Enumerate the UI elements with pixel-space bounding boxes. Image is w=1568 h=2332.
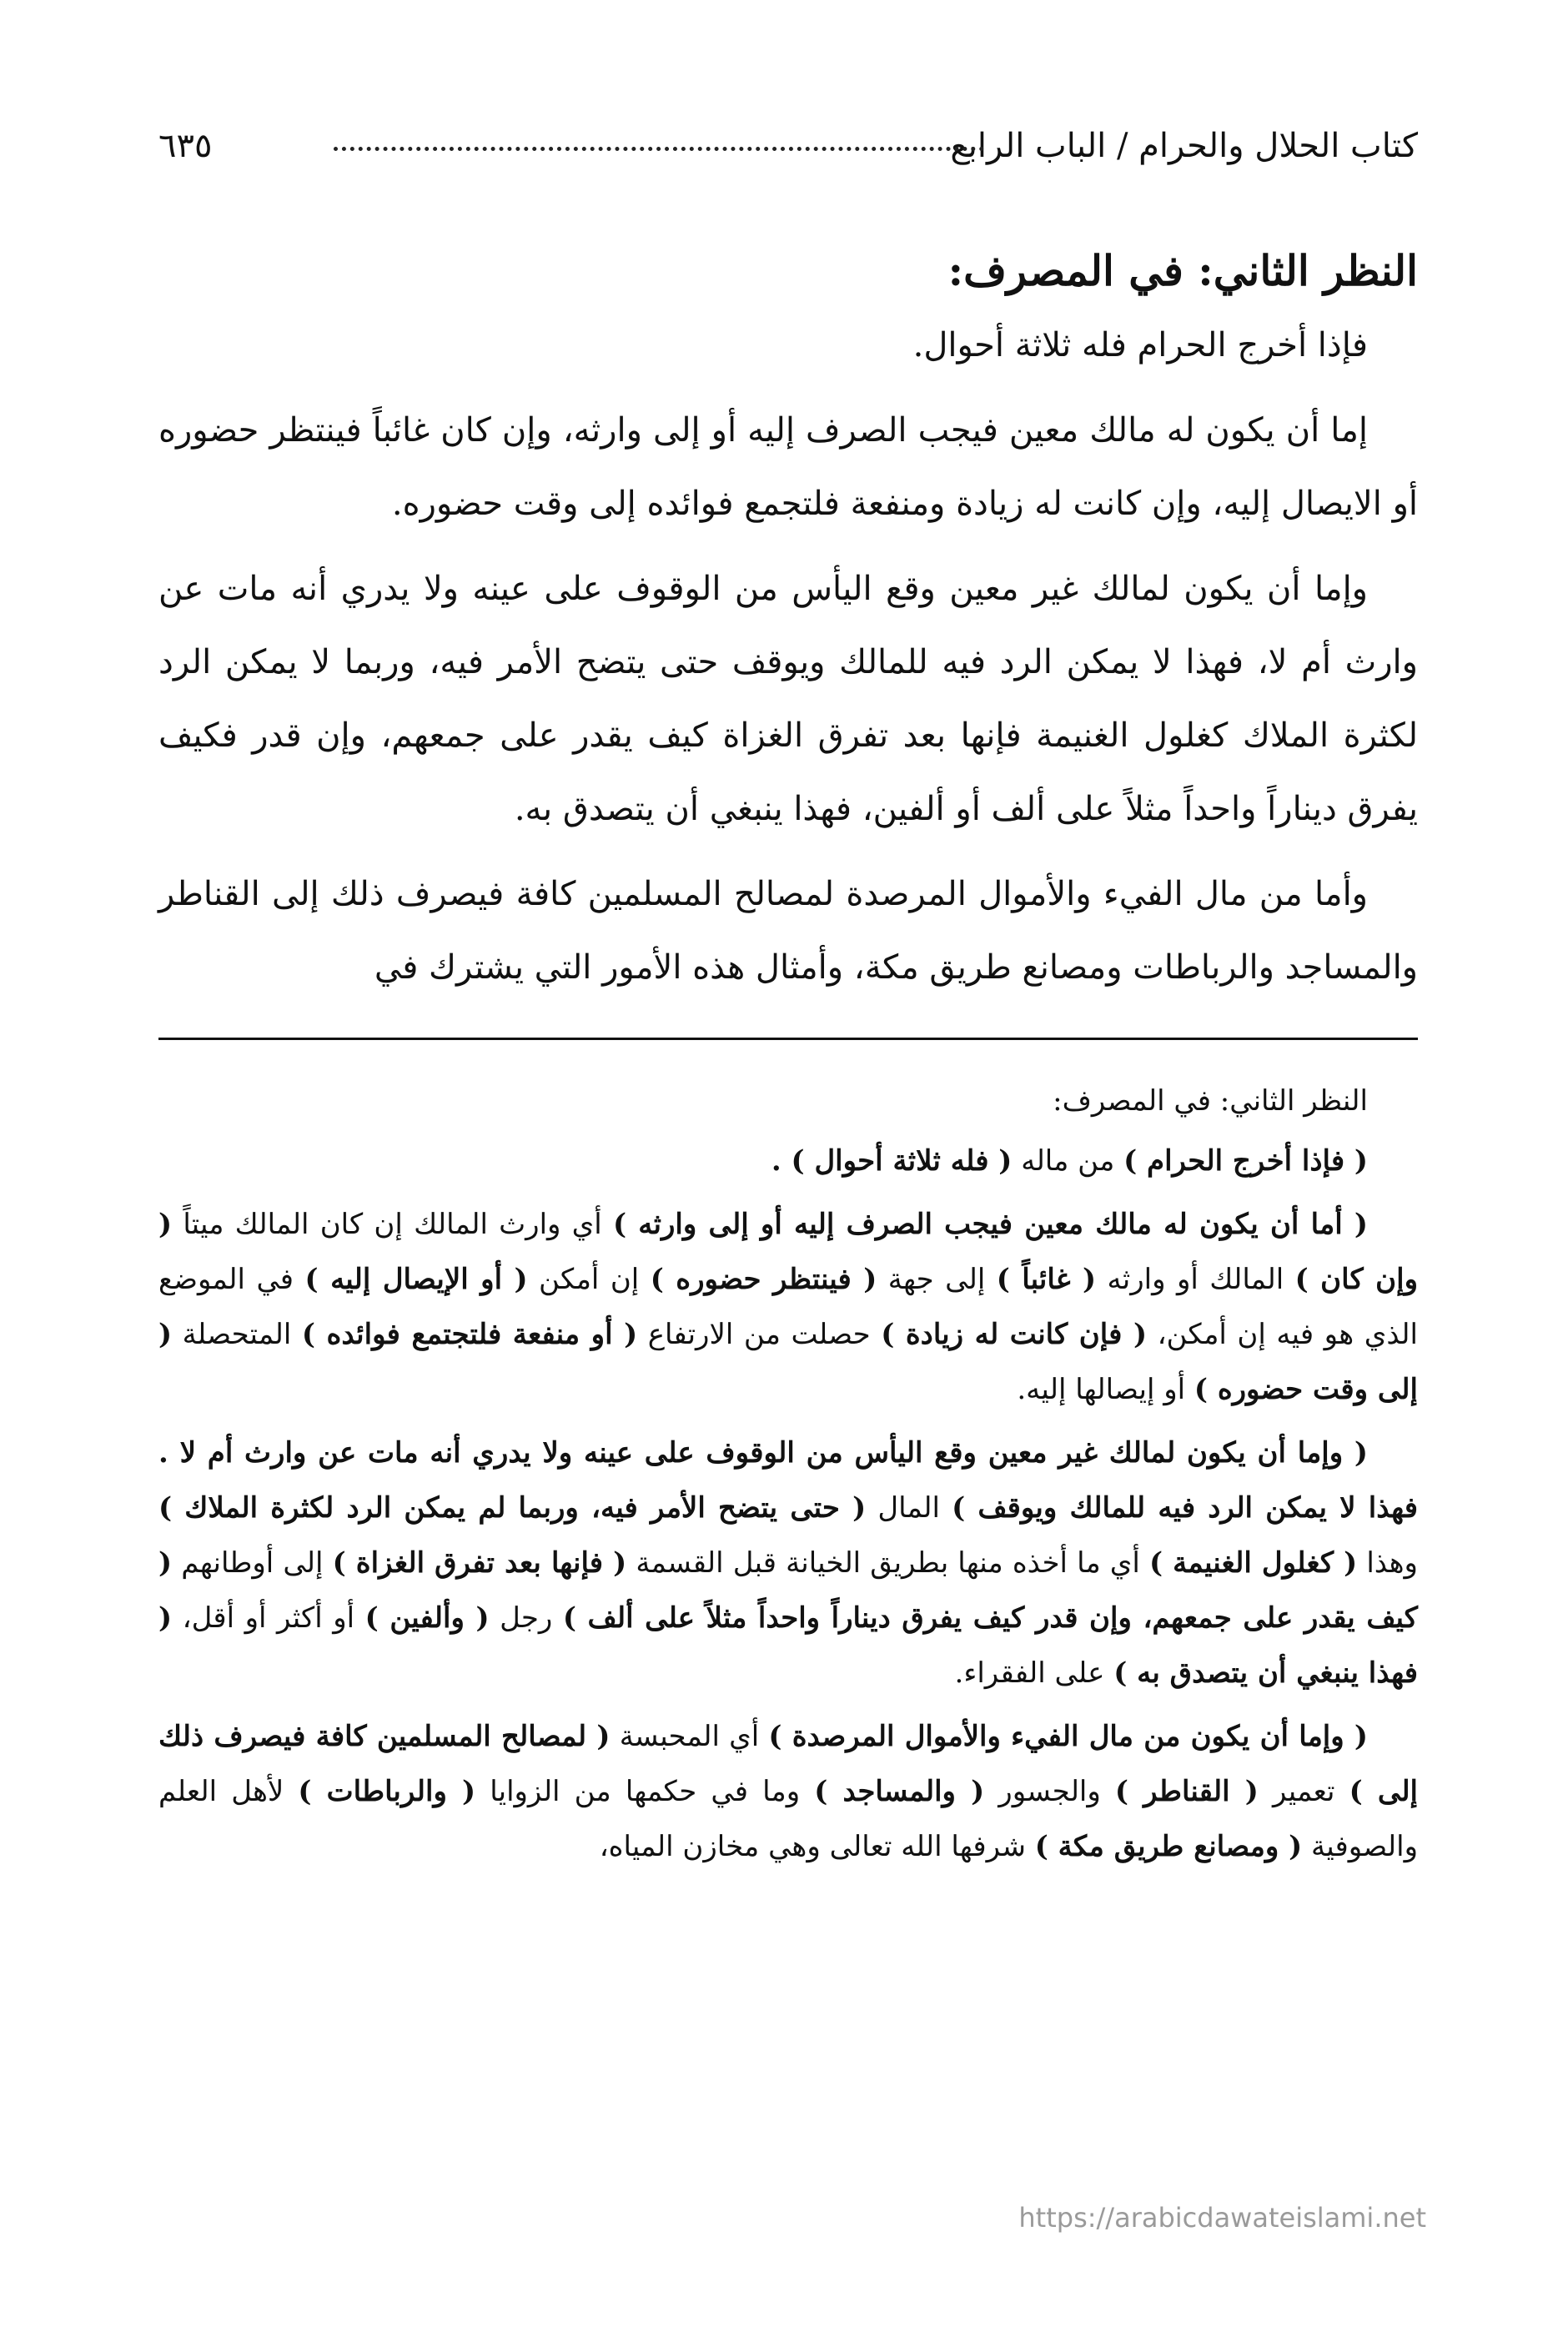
quoted-matn: ( لمصالح المسلمين كافة فيصرف ذلك إلى ) bbox=[158, 1720, 1419, 1808]
commentary-text: من ماله bbox=[1012, 1144, 1124, 1178]
commentary-text: إلى جهة bbox=[877, 1263, 997, 1296]
commentary-paragraph bbox=[158, 1133, 1418, 1189]
commentary-text: رجل bbox=[489, 1601, 563, 1635]
quoted-matn: ( والمساجد ) bbox=[814, 1775, 985, 1808]
quoted-matn: ( والرباطات ) bbox=[298, 1775, 476, 1808]
header-dot-leader bbox=[334, 147, 984, 151]
commentary-text: أي المحبسة bbox=[610, 1720, 769, 1753]
footnote-divider bbox=[158, 1038, 1418, 1040]
commentary-text: تعمير bbox=[1258, 1775, 1349, 1808]
quoted-matn: ( أما أن يكون له مالك معين فيجب الصرف إليه أو إلى وارثه ) bbox=[612, 1208, 1368, 1241]
commentary-text: على الفقراء. bbox=[954, 1656, 1114, 1690]
commentary-text: لأهل العلم والصوفية bbox=[158, 1775, 1418, 1863]
commentary-text: المالك أو وارثه bbox=[1096, 1263, 1295, 1296]
quoted-matn: ( أو الإيصال إليه ) bbox=[304, 1263, 528, 1296]
quoted-matn: ( كغلول الغنيمة ) bbox=[1148, 1546, 1358, 1580]
main-text bbox=[158, 309, 1418, 1004]
commentary-paragraph bbox=[158, 1425, 1418, 1701]
quoted-matn: ( فله ثلاثة أحوال ) . bbox=[771, 1144, 1013, 1178]
running-title: كتاب الحلال والحرام / الباب الرابع bbox=[950, 127, 1418, 165]
commentary-text: أي وارث المالك إن كان المالك ميتاً bbox=[172, 1208, 613, 1241]
page-header bbox=[158, 117, 1418, 175]
quoted-matn: ( أو منفعة فلتجتمع فوائده ) bbox=[301, 1318, 638, 1351]
quoted-matn: ( فإذا أخرج الحرام ) bbox=[1123, 1144, 1368, 1178]
quoted-matn: ( وألفين ) bbox=[364, 1601, 490, 1635]
main-paragraph: وأما من مال الفيء والأموال المرصدة لمصالح المسلمين كافة فيصرف ذلك إلى القناطر والمساجد والرباطات ومصانع طريق مكة، وأمثال هذه الأمور التي يشترك في bbox=[158, 875, 1418, 987]
quoted-matn: ( وإن كان ) bbox=[158, 1208, 1419, 1296]
commentary-text: حصلت من الارتفاع bbox=[637, 1318, 882, 1351]
page-number: ٦٣٥ bbox=[158, 127, 213, 165]
quoted-matn: ( إلى وقت حضوره ) bbox=[158, 1318, 1418, 1406]
main-paragraph: فإذا أخرج الحرام فله ثلاثة أحوال. bbox=[912, 326, 1368, 364]
commentary-text: في الموضع الذي هو فيه إن أمكن، bbox=[158, 1263, 1418, 1351]
commentary-paragraph bbox=[158, 1709, 1418, 1874]
commentary-text: أي ما أخذه منها بطريق الخيانة قبل القسمة bbox=[626, 1546, 1149, 1580]
quoted-matn: ( فإنها بعد تفرق الغزاة ) bbox=[332, 1546, 627, 1580]
commentary-text: أو إيصالها إليه. bbox=[1017, 1373, 1194, 1406]
commentary-text: المال bbox=[866, 1491, 952, 1525]
section-title: النظر الثاني: في المصرف: bbox=[947, 246, 1418, 295]
commentary-title: النظر الثاني: في المصرف: bbox=[1053, 1084, 1368, 1118]
watermark-url: https://arabicdawateislami.net bbox=[1018, 2202, 1426, 2234]
quoted-matn: ( وإما أن يكون من مال الفيء والأموال المرصدة ) bbox=[768, 1720, 1368, 1753]
commentary-text: المتحصلة bbox=[172, 1318, 302, 1351]
commentary bbox=[158, 1073, 1418, 1874]
quoted-matn: ( فينتظر حضوره ) bbox=[650, 1263, 877, 1296]
commentary-text: إلى أوطانهم bbox=[172, 1546, 333, 1580]
quoted-matn: ( غائباً ) bbox=[996, 1263, 1097, 1296]
commentary-text: وهذا bbox=[1357, 1546, 1418, 1580]
quoted-matn: ( القناطر ) bbox=[1114, 1775, 1259, 1808]
book-page bbox=[158, 117, 1418, 2269]
commentary-text: شرفها الله تعالى وهي مخازن المياه، bbox=[599, 1830, 1035, 1863]
commentary-text: والجسور bbox=[984, 1775, 1115, 1808]
quoted-matn: ( حتى يتضح الأمر فيه، وربما لم يمكن الرد لكثرة الملاك ) bbox=[158, 1491, 867, 1525]
commentary-text: وما في حكمها من الزوايا bbox=[475, 1775, 815, 1808]
commentary-text: أو أكثر أو أقل، bbox=[172, 1601, 365, 1635]
quoted-matn: ( وإما أن يكون لمالك غير معين وقع اليأس من الوقوف على عينه ولا يدري أنه مات عن وارث أم لا . فهذا لا يمكن الرد فيه للمالك ويوقف ) bbox=[158, 1436, 1418, 1525]
commentary-paragraph bbox=[158, 1197, 1418, 1417]
quoted-matn: ( كيف يقدر على جمعهم، وإن قدر كيف يفرق ديناراً واحداً مثلاً على ألف ) bbox=[158, 1546, 1418, 1635]
quoted-matn: ( ومصانع طريق مكة ) bbox=[1034, 1830, 1303, 1863]
commentary-text: إن أمكن bbox=[527, 1263, 651, 1296]
quoted-matn: ( فهذا ينبغي أن يتصدق به ) bbox=[158, 1601, 1418, 1690]
main-paragraph: إما أن يكون له مالك معين فيجب الصرف إليه أو إلى وارثه، وإن كان غائباً فينتظر حضوره أو الايصال إليه، وإن كانت له زيادة ومنفعة فلتجمع فوائده إلى وقت حضوره. bbox=[158, 411, 1418, 523]
quoted-matn: ( فإن كانت له زيادة ) bbox=[881, 1318, 1148, 1351]
main-paragraph: وإما أن يكون لمالك غير معين وقع اليأس من الوقوف على عينه ولا يدري أنه مات عن وارث أم لا، فهذا لا يمكن الرد فيه للمالك ويوقف حتى يتضح الأمر فيه، وربما لا يمكن الرد لكثرة الملاك كغلول الغنيمة فإنها بعد تفرق الغزاة كيف يقدر على جمعهم، وإن قدر فكيف يفرق ديناراً واحداً مثلاً على ألف أو ألفين، فهذا ينبغي أن يتصدق به. bbox=[158, 570, 1419, 828]
